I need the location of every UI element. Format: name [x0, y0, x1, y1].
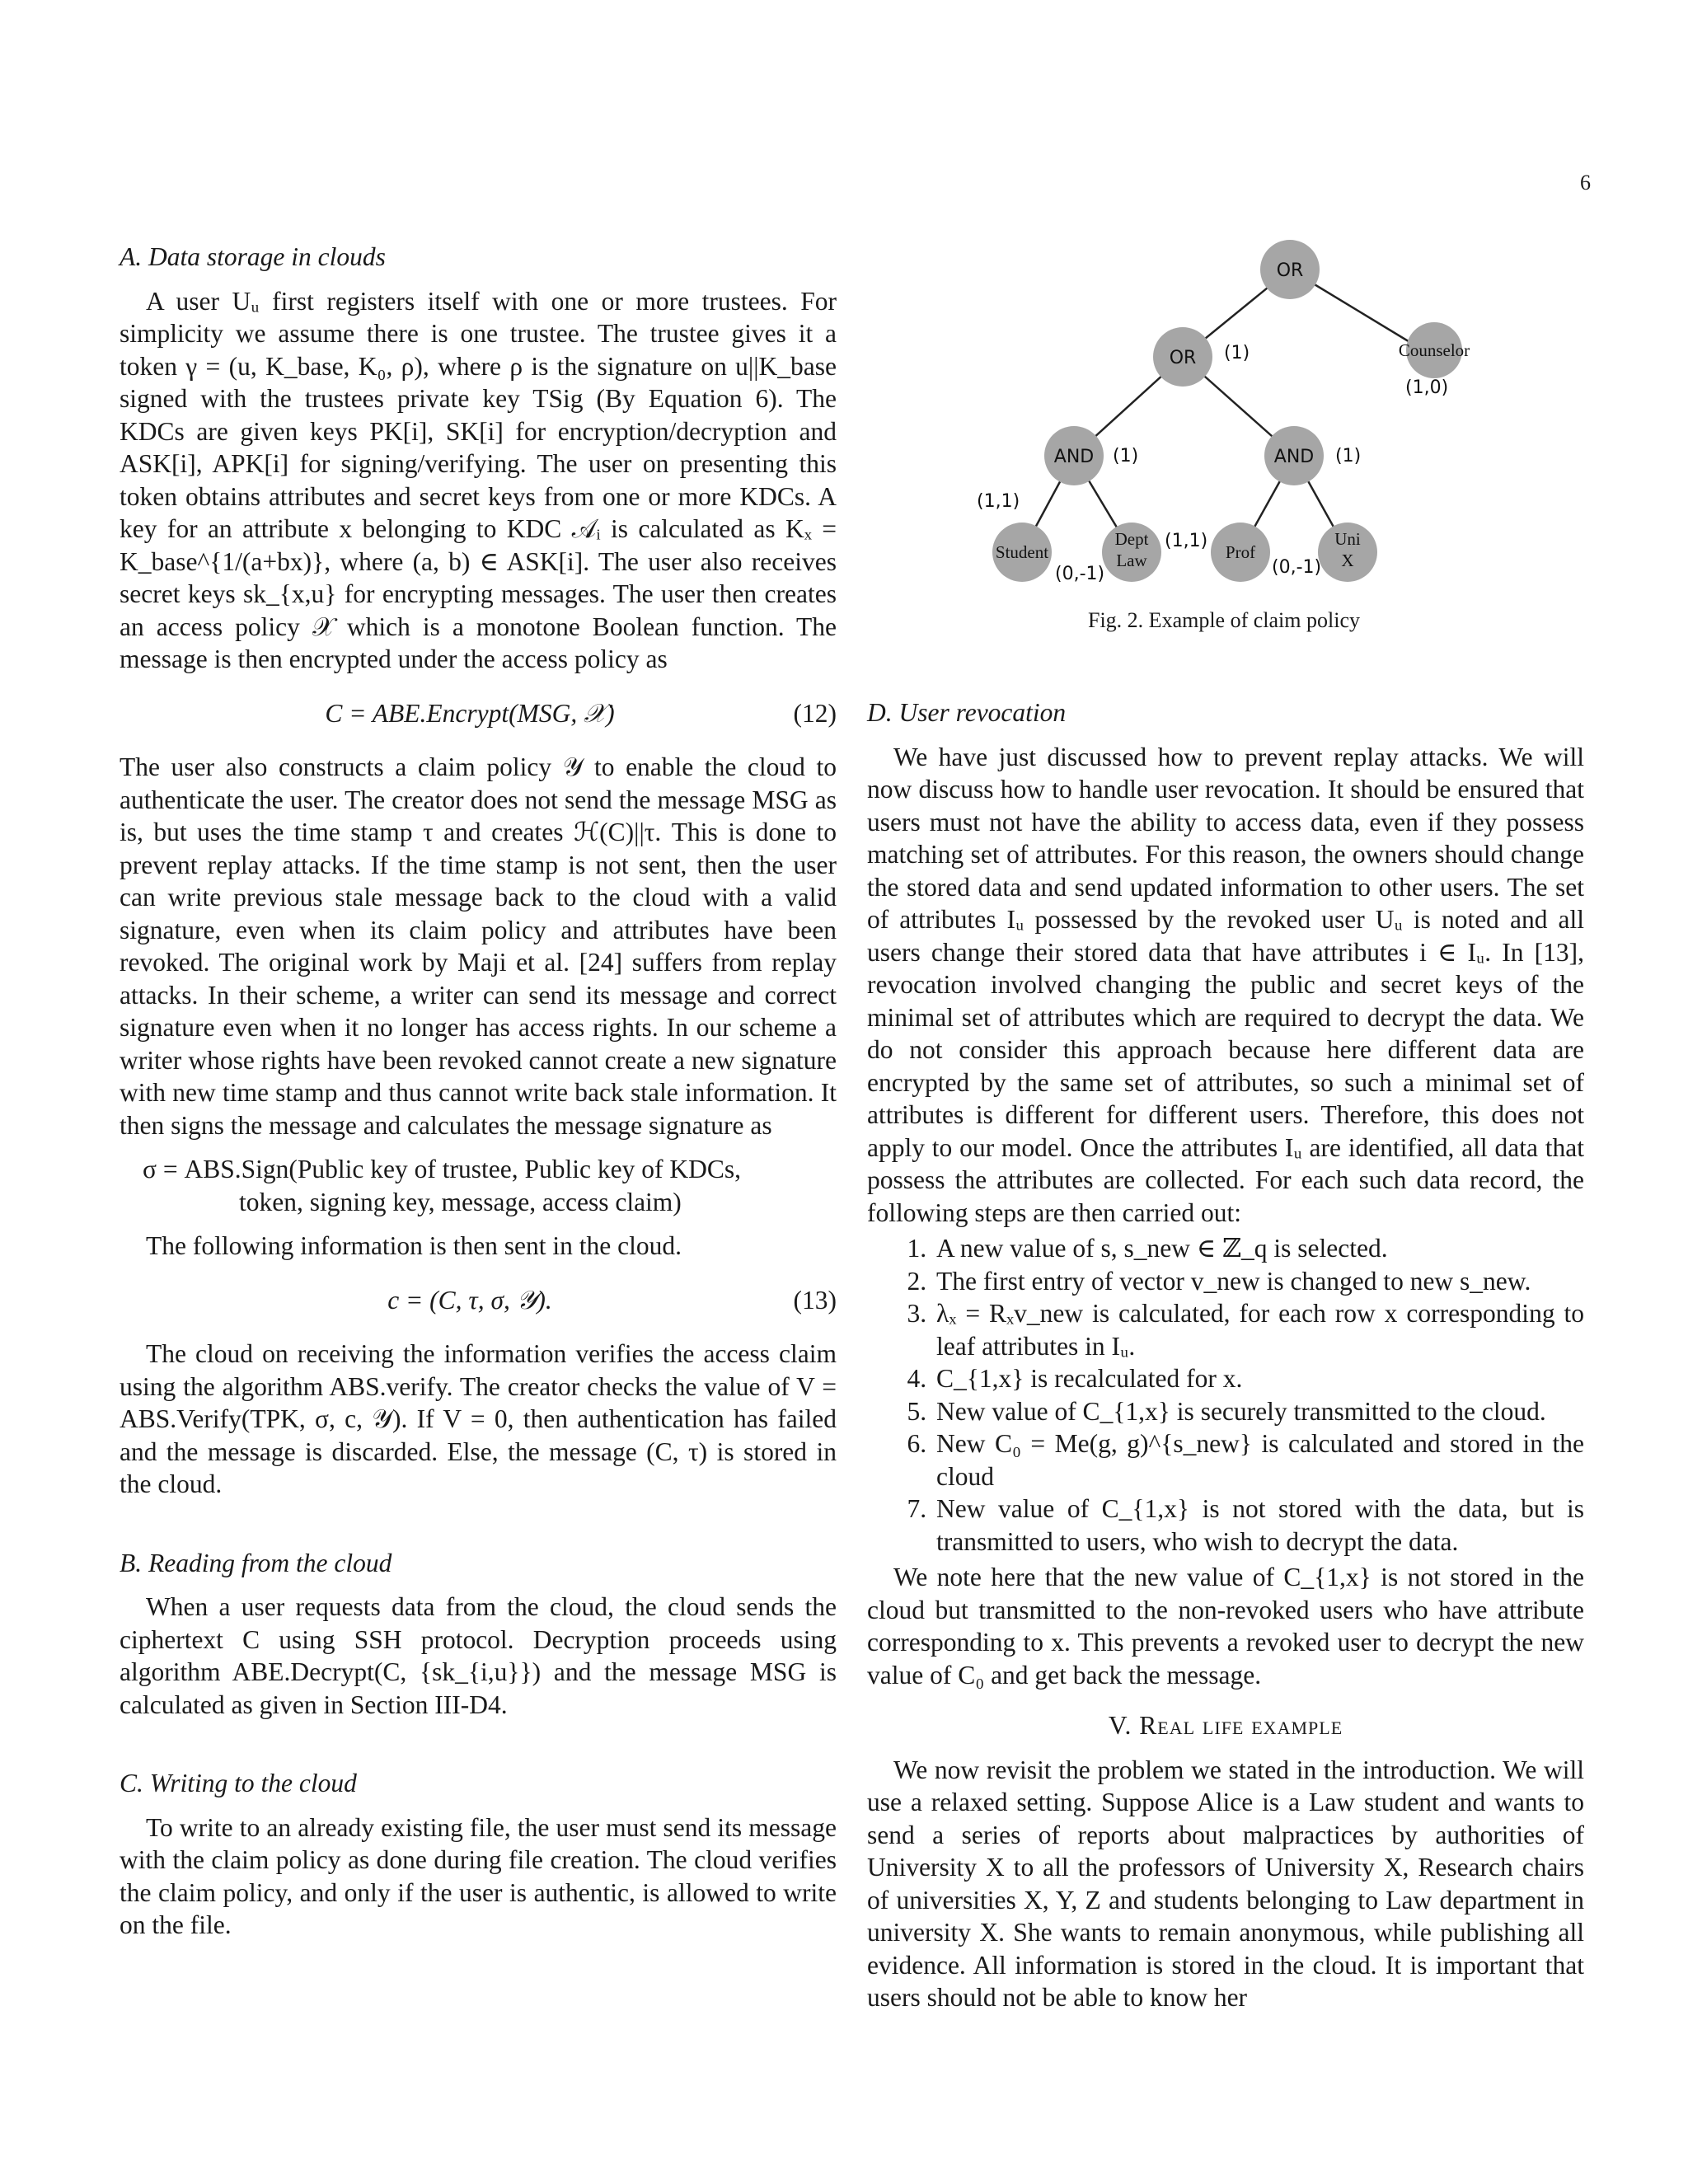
node-counselor-vector: (1,0): [1405, 377, 1449, 398]
section-a-title: A. Data storage in clouds: [120, 242, 386, 271]
node-and-right-label: AND: [1273, 447, 1315, 467]
node-dept-law-label-1: Dept: [1114, 529, 1149, 549]
node-prof-label: Prof: [1225, 542, 1256, 562]
section-a-paragraph-4: The cloud on receiving the information verifies the access claim using the algorithm ABS.verify. The creator checks the value of V = ABS.Verify(TPK, σ, c, 𝒴). If V = 0, then authentication has failed and the message is discarded. Else, the message (C, τ) is stored in the cloud.: [120, 1339, 837, 1498]
right-column: [867, 696, 1584, 2014]
node-and-left-threshold: (1): [1113, 446, 1139, 466]
node-dept-law-label-2: Law: [1116, 551, 1147, 570]
equation-13: [120, 1284, 837, 1317]
revocation-step: 7. New value of C_{1,x} is not stored with the data, but is transmitted to users, who wish to decrypt the data.: [933, 1493, 1584, 1558]
page-number: 6: [1580, 171, 1591, 194]
equation-12: [120, 697, 837, 730]
equation-12-number: (12): [793, 698, 837, 728]
section-c-title: C. Writing to the cloud: [120, 1769, 357, 1797]
tree-edges: [1022, 269, 1434, 552]
section-b-title: B. Reading from the cloud: [120, 1548, 392, 1577]
node-counselor-label: Counselor: [1398, 340, 1470, 360]
node-uni-x-label-2: X: [1341, 551, 1354, 570]
equation-13-number: (13): [793, 1285, 837, 1315]
section-v-paragraph-1: We now revisit the problem we stated in the introduction. We will use a relaxed setting. Suppose Alice is a Law student and wants to send a series of reports about malpractices by authorities of University X to all the professors of University X, Research chairs of universities X, Y, Z and students belonging to Law department in university X. She wants to remain anonymous, while publishing all evidence. All information is stored in the cloud. It is important that users should not be able to know her: [867, 1755, 1584, 2012]
revocation-steps: [867, 1232, 1584, 1558]
left-column: [120, 241, 837, 1942]
revocation-step: 6. New C₀ = Me(g, g)^{s_new} is calculated and stored in the cloud: [933, 1427, 1584, 1493]
revocation-step: 4. C_{1,x} is recalculated for x.: [933, 1362, 1584, 1395]
node-uni-x-vector: (0,-1): [1272, 557, 1322, 578]
section-a-paragraph-2: The user also constructs a claim policy 𝒴 to enable the cloud to authenticate the user. The creator does not send the message MSG as is, but uses the time stamp τ and creates ℋ(C)||τ. This is done to prevent replay attacks. If the time stamp is not sent, then the user can write previous stale message back to the cloud with a valid signature, even when its claim policy and attributes have been revoked. The original work by Maji et al. [24] suffers from replay attacks. In their scheme, a writer can send its message and correct signature even when it no longer has access rights. In our scheme a writer whose rights have been revoked cannot create a new signature with new time stamp and thus cannot write back stale information. It then signs the message and calculates the message signature as: [120, 752, 837, 1140]
revocation-step: 1. A new value of s, s_new ∈ ℤ_q is selected.: [933, 1232, 1584, 1265]
claim-policy-tree: [977, 235, 1471, 598]
section-d-title: D. User revocation: [867, 698, 1067, 727]
equation-13-body: c = (C, τ, σ, 𝒴).: [387, 1285, 552, 1315]
node-student-vector: (1,1): [977, 491, 1020, 512]
section-v-title: V. Real life example: [1108, 1711, 1343, 1740]
node-uni-x-label-1: Uni: [1334, 529, 1361, 549]
section-a-paragraph-1: A user Uᵤ first registers itself with one or more trustees. For simplicity we assume there is one trustee. The trustee gives it a token γ = (u, K_base, K₀, ρ), where ρ is the signature on u||K_base signed with the trustees private key TSig (By Equation 6). The KDCs are given keys PK[i], SK[i] for encryption/decryption and ASK[i], APK[i] for signing/verifying. The user on presenting this token obtains attributes and secret keys from one or more KDCs. A key for an attribute x belonging to KDC 𝒜ᵢ is calculated as Kₓ = K_base^{1/(a+bx)}, where (a, b) ∈ ASK[i]. The user also receives secret keys sk_{x,u} for encrypting messages. The user then creates an access policy 𝒳 which is a monotone Boolean function. The message is then encrypted under the access policy as: [120, 286, 837, 673]
claim-policy-figure: [977, 235, 1471, 598]
node-or-mid-label: OR: [1169, 348, 1197, 368]
section-d-paragraph-2: We note here that the new value of C_{1,x} is not stored in the cloud but transmitted to the non-revoked users who have attribute corresponding to x. This prevents a revoked user to decrypt the new value of C₀ and get back the message.: [867, 1563, 1584, 1690]
section-d-paragraph-1: We have just discussed how to prevent replay attacks. We will now discuss how to handle user revocation. It should be ensured that users must not have the ability to access data, even if they possess matching set of attributes. For this reason, the owners should change the stored data and send updated information to other users. The set of attributes Iᵤ possessed by the revoked user Uᵤ is noted and all users change their stored data that have attributes i ∈ Iᵤ. In [13], revocation involved changing the public and secret keys of the minimal set of attributes which are required to decrypt the data. We do not consider this approach because here different data are encrypted by the same set of attributes, so such a minimal set of attributes is different for different users. Therefore, this does not apply to our model. Once the attributes Iᵤ are identified, all data that possess the attributes are collected. For each such data record, the following steps are then carried out:: [867, 742, 1584, 1227]
node-or-root-label: OR: [1276, 260, 1304, 281]
revocation-step: 2. The first entry of vector v_new is changed to new s_new.: [933, 1265, 1584, 1298]
figure-caption: Fig. 2. Example of claim policy: [1088, 608, 1360, 632]
node-or-mid-threshold: (1): [1224, 343, 1250, 363]
equation-12-body: C = ABE.Encrypt(MSG, 𝒳): [325, 698, 615, 728]
node-and-left-label: AND: [1053, 447, 1095, 467]
node-student-label: Student: [995, 542, 1049, 562]
revocation-step: 3. λₓ = Rₓv_new is calculated, for each row x corresponding to leaf attributes in Iᵤ.: [933, 1297, 1584, 1362]
node-dept-law-vector: (0,-1): [1055, 564, 1105, 584]
node-prof-vector: (1,1): [1165, 531, 1208, 551]
revocation-step: 5. New value of C_{1,x} is securely transmitted to the cloud.: [933, 1395, 1584, 1428]
section-a-paragraph-3: The following information is then sent in the cloud.: [146, 1231, 682, 1260]
signature-line-2: token, signing key, message, access claim): [239, 1187, 682, 1216]
section-b-paragraph-1: When a user requests data from the cloud, the cloud sends the ciphertext C using SSH protocol. Decryption proceeds using algorithm ABE.Decrypt(C, {sk_{i,u}}) and the message MSG is calculated as given in Section III-D4.: [120, 1592, 837, 1719]
node-and-right-threshold: (1): [1335, 446, 1362, 466]
section-c-paragraph-1: To write to an already existing file, the user must send its message with the claim policy as done during file creation. The cloud verifies the claim policy, and only if the user is authentic, is allowed to write on the file.: [120, 1812, 837, 1939]
signature-line-1: σ = ABS.Sign(Public key of trustee, Public key of KDCs,: [143, 1155, 741, 1183]
